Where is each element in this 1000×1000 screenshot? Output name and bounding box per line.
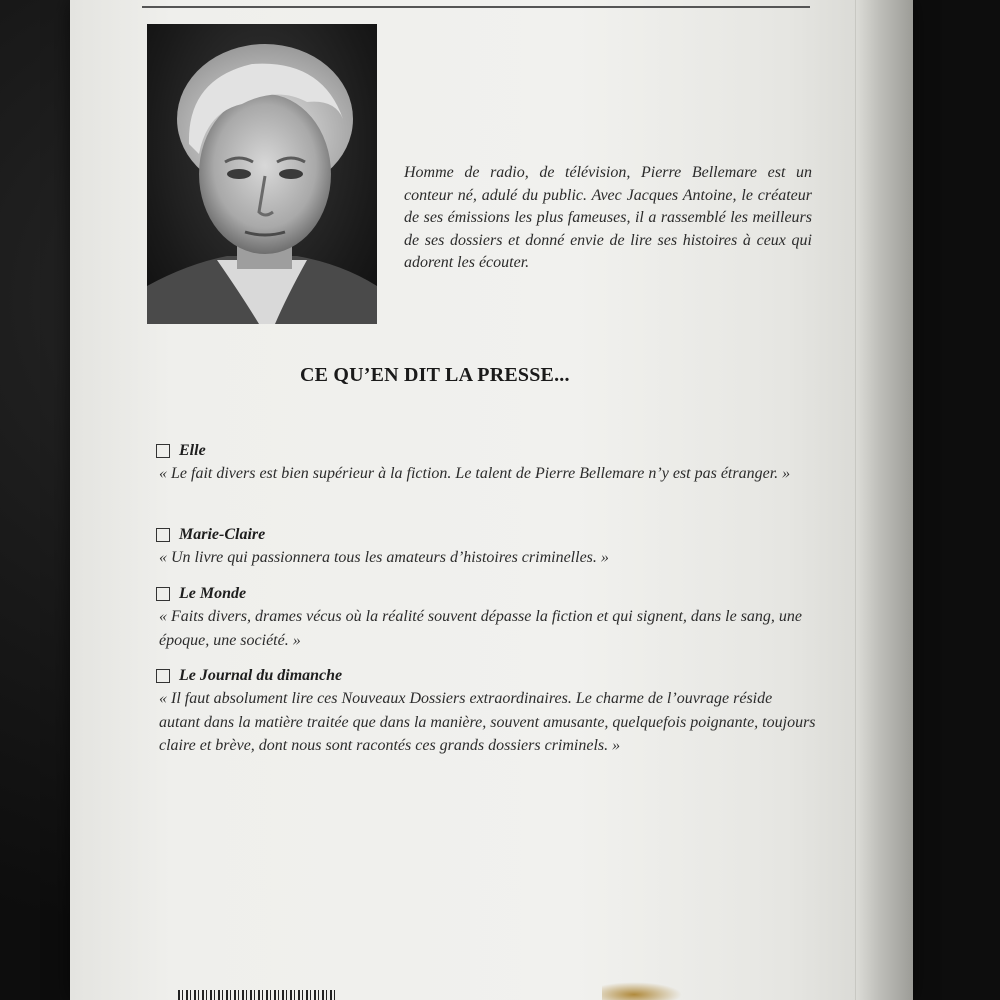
checkbox-square-icon — [156, 669, 170, 683]
review-source-name: Elle — [179, 442, 206, 459]
review-quote: « Le fait divers est bien supérieur à la fiction. Le talent de Pierre Bellemare n’y est pas étranger. » — [159, 465, 791, 482]
review-source-name: Marie-Claire — [179, 526, 266, 543]
barcode — [178, 990, 338, 1000]
review-source — [156, 440, 816, 462]
author-portrait-photo — [147, 24, 377, 324]
review-source — [156, 665, 816, 687]
press-review — [156, 583, 816, 652]
checkbox-square-icon — [156, 587, 170, 601]
review-source — [156, 524, 816, 546]
checkbox-square-icon — [156, 444, 170, 458]
review-quote: « Un livre qui passionnera tous les amateurs d’histoires criminelles. » — [159, 549, 609, 566]
review-source — [156, 583, 816, 605]
book-spine-edge — [855, 0, 913, 1000]
review-source-name: Le Journal du dimanche — [179, 667, 343, 684]
press-review — [156, 524, 816, 570]
checkbox-square-icon — [156, 528, 170, 542]
press-review — [156, 665, 816, 758]
press-heading: CE QU’EN DIT LA PRESSE... — [300, 364, 570, 386]
top-rule — [142, 6, 810, 8]
review-quote: « Faits divers, drames vécus où la réalité souvent dépasse la fiction et qui signent, dans le sang, une époque, une société. » — [159, 608, 803, 649]
review-source-name: Le Monde — [179, 585, 247, 602]
author-biography: Homme de radio, de télévision, Pierre Bellemare est un conteur né, adulé du public. Avec Jacques Antoine, le créateur de ses émissions les plus fameuses, il a rassemblé les meilleurs de ses dossiers et donné envie de lire ses histoires à ceux qui adorent les écouter. — [404, 164, 812, 272]
cover-smudge — [602, 982, 682, 1000]
review-quote: « Il faut absolument lire ces Nouveaux Dossiers extraordinaires. Le charme de l’ouvrage réside autant dans la matière traitée que dans la manière, souvent amusante, quelquefois poignante, toujours claire et brève, dont nous sont racontés ces grands dossiers criminels. » — [159, 690, 816, 754]
press-review — [156, 440, 816, 486]
